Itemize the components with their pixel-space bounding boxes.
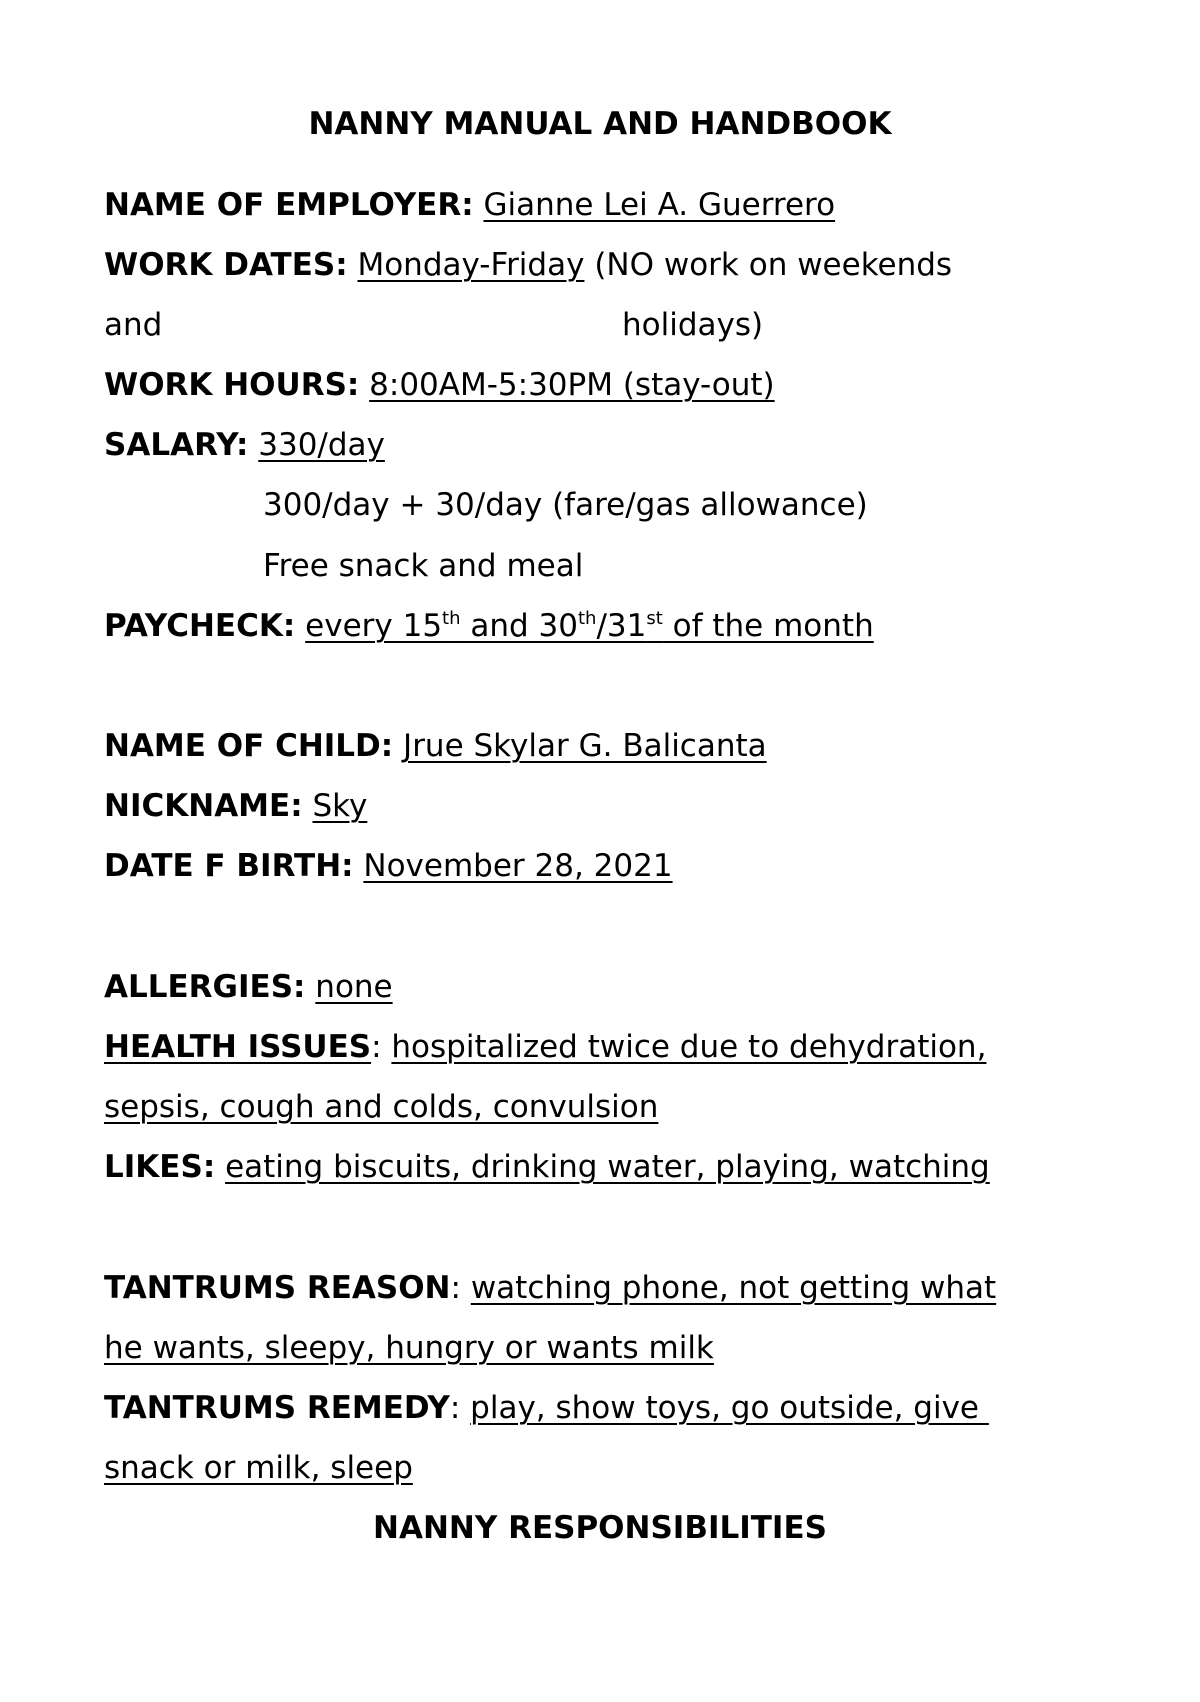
child-name-row <box>104 726 767 766</box>
tantrum-remedy-colon: : <box>449 1390 461 1426</box>
work-dates-note-and: and <box>104 307 163 343</box>
paycheck-value: every 15th and 30th/31st of the month <box>305 608 874 644</box>
work-dates-continuation-end <box>622 305 763 345</box>
salary-value: 330/day <box>258 427 385 463</box>
nickname-row <box>104 786 367 826</box>
work-dates-note-holidays: holidays) <box>622 307 764 343</box>
employer-row <box>104 185 835 225</box>
tantrum-reason-label: TANTRUMS REASON <box>104 1270 451 1306</box>
health-issues-row <box>104 1027 986 1067</box>
tantrum-reason-value-cont: he wants, sleepy, hungry or wants milk <box>104 1330 714 1366</box>
work-hours-value: 8:00AM-5:30PM (stay-out) <box>369 367 775 403</box>
allergies-label: ALLERGIES: <box>104 969 306 1005</box>
work-dates-note: (NO work on weekends <box>594 247 953 283</box>
health-issues-continuation <box>104 1087 658 1127</box>
work-hours-row <box>104 365 775 405</box>
tantrum-remedy-label: TANTRUMS REMEDY <box>104 1390 450 1426</box>
section-heading-responsibilities: NANNY RESPONSIBILITIES <box>373 1510 827 1546</box>
tantrum-remedy-row <box>104 1388 989 1428</box>
tantrum-remedy-value-cont: snack or milk, sleep <box>104 1450 413 1486</box>
salary-detail-meals: Free snack and meal <box>263 548 584 584</box>
likes-label: LIKES: <box>104 1149 216 1185</box>
tantrum-reason-continuation <box>104 1328 714 1368</box>
allergies-value: none <box>315 969 393 1005</box>
salary-label: SALARY: <box>104 427 249 463</box>
birth-date-row <box>104 846 673 886</box>
nickname-label: NICKNAME: <box>104 788 303 824</box>
salary-detail-breakdown: 300/day + 30/day (fare/gas allowance) <box>263 487 868 523</box>
birth-date-value: November 28, 2021 <box>363 848 673 884</box>
tantrum-reason-colon: : <box>450 1270 461 1306</box>
tantrum-remedy-continuation <box>104 1448 413 1488</box>
nickname-value: Sky <box>312 788 368 824</box>
document-title: NANNY MANUAL AND HANDBOOK <box>308 106 892 142</box>
allergies-row <box>104 967 393 1007</box>
paycheck-label: PAYCHECK: <box>104 608 296 644</box>
work-dates-label: WORK DATES: <box>104 247 348 283</box>
tantrum-reason-row <box>104 1268 996 1308</box>
health-issues-value-cont: sepsis, cough and colds, convulsion <box>104 1089 659 1125</box>
health-issues-value: hospitalized twice due to dehydration, <box>391 1029 987 1065</box>
work-dates-row <box>104 245 952 285</box>
child-name-label: NAME OF CHILD: <box>104 728 394 764</box>
birth-date-label: DATE F BIRTH: <box>104 848 354 884</box>
salary-row <box>104 425 385 465</box>
work-dates-continuation <box>104 305 162 345</box>
work-hours-label: WORK HOURS: <box>104 367 360 403</box>
health-issues-label: HEALTH ISSUES <box>104 1029 372 1065</box>
paycheck-row <box>104 606 874 646</box>
tantrum-reason-value: watching phone, not getting what <box>470 1270 997 1306</box>
likes-row <box>104 1147 990 1187</box>
employer-label: NAME OF EMPLOYER: <box>104 187 474 223</box>
employer-value: Gianne Lei A. Guerrero <box>483 187 836 223</box>
child-name-value: Jrue Skylar G. Balicanta <box>403 728 767 764</box>
work-dates-value: Monday-Friday <box>357 247 585 283</box>
tantrum-remedy-value: play, show toys, go outside, give <box>470 1390 989 1426</box>
health-issues-colon: : <box>371 1029 382 1065</box>
likes-value: eating biscuits, drinking water, playing, watching <box>225 1149 990 1185</box>
